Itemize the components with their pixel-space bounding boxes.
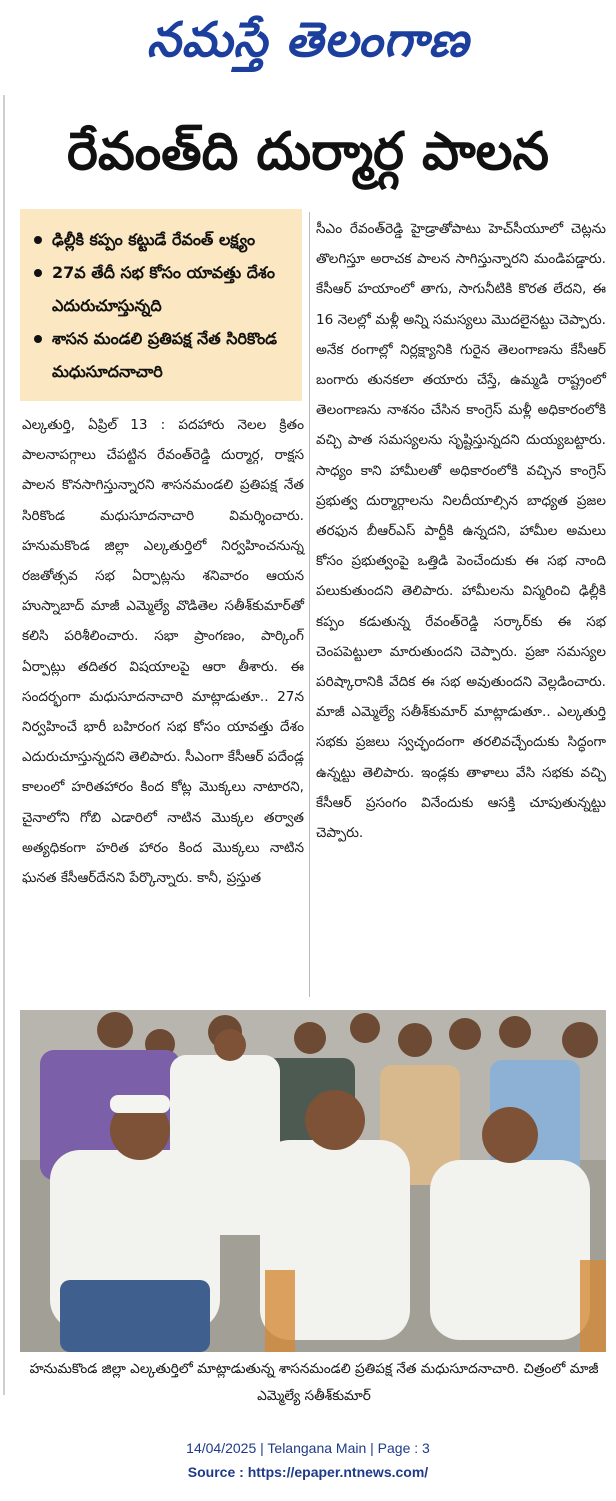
highlight-item [34, 322, 292, 388]
body-paragraph-left: ఎల్కతుర్తి, ఏప్రిల్ 13 : పదహారు నెలల క్రితం పాలనాపగ్గాలు చేపట్టిన రేవంత్‌రెడ్డి దుర్మార్గ, రాక్షస పాలన కొనసాగిస్తున్నారని శాసనమండలి ప్రతిపక్ష నేత సిరికొండ మధుసూదనాచారి విమర్శించారు. హనుమకొండ జిల్లా ఎల్కతుర్తిలో నిర్వహించనున్న రజతోత్సవ సభ ఏర్పాట్లను శనివారం ఆయన హుస్నాబాద్ మాజీ ఎమ్మెల్యే వొడితెల సతీశ్‌కుమార్‌తో కలిసి పరిశీలించారు. సభా ప్రాంగణం, పార్కింగ్ ఏర్పాట్లు తదితర విషయాలపై ఆరా తీశారు. ఈ సందర్భంగా మధుసూదనాచారి మాట్లాడుతూ.. 27న నిర్వహించే భారీ బహిరంగ సభ కోసం యావత్తు దేశం ఎదురుచూస్తున్నదని తెలిపారు. సీఎంగా కేసీఆర్ పదేండ్ల కాలంలో హరితహారం కింద కోట్ల మొక్కలు నాటారని, చైనాలోని గోబి ఎడారిలో నాటిన మొక్కల తర్వాత అత్యధికంగా హరిత హారం కింద మొక్కలు నాటిన ఘనత కేసీఆర్‌దేనని పేర్కొన్నారు. కానీ, ప్రస్తుత [22, 417, 304, 887]
highlight-text: ఢిల్లీకి కప్పం కట్టుడే రేవంత్ లక్ష్యం [52, 230, 256, 249]
article-body-right-column [316, 214, 606, 848]
page-edge-rule [3, 95, 5, 1395]
bullet-icon [34, 335, 42, 343]
column-divider [309, 212, 310, 997]
newspaper-logo: నమస్తే తెలంగాణ [146, 12, 470, 68]
article-headline: రేవంత్‌ది దుర్మార్గ పాలన [66, 122, 549, 182]
body-paragraph-right: సీఎం రేవంత్‌రెడ్డి హైడ్రాతోపాటు హెచ్‌సీయూలో చెట్లను తొలగిస్తూ అరాచక పాలన సాగిస్తున్నారని మండిపడ్డారు. కేసీఆర్ హయాంలో తాగు, సాగునీటికి కొరత లేదని, ఈ 16 నెలల్లో మళ్లీ అన్ని సమస్యలు మొదలైనట్టు చెప్పారు. అనేక రంగాల్లో నిర్లక్ష్యానికి గురైన తెలంగాణను కేసీఆర్ బంగారు తునకలా తయారు చేస్తే, ఉమ్మడి రాష్ట్రంలో తెలంగాణను నాశనం చేసిన కాంగ్రెస్ మళ్లీ అధికారంలోకి వచ్చి పాత సమస్యలను సృష్టిస్తున్నదని దుయ్యబట్టారు. సాధ్యం కాని హామీలతో అధికారంలోకి వచ్చిన కాంగ్రెస్ ప్రభుత్వ దుర్మార్గాలను నిలదీయాల్సిన బాధ్యత ప్రజల తరఫున బీఆర్‌ఎస్ పార్టీకి ఉన్నదని, హామీల అమలు కోసం ప్రభుత్వంపై ఒత్తిడి పెంచేందుకు ఈ సభ నాంది పలుకుతుందని తెలిపారు. హామీలను విస్మరించి ఢిల్లీకి కప్పం కడుతున్న రేవంత్‌రెడ్డి సర్కార్‌కు ఈ సభ చెంపపెట్టులా మారుతుందని చెప్పారు. ప్రజా సమస్యల పరిష్కారానికి వేదిక ఈ సభ అవుతుందని వెల్లడించారు. మాజీ ఎమ్మెల్యే సతీశ్‌కుమార్ మాట్లాడుతూ.. ఎల్కతుర్తి సభకు ప్రజలు స్వచ్ఛందంగా తరలివచ్చేందుకు సిద్ధంగా ఉన్నట్టు తెలిపారు. ఇండ్లకు తాళాలు వేసి సభకు వచ్చి కేసీఆర్ ప్రసంగం వినేందుకు ఆసక్తి చూపుతున్నట్టు చెప్పారు. [316, 221, 606, 842]
article-body-left-column [22, 410, 304, 893]
photo-people-illustration [20, 1010, 606, 1352]
photo-caption: హనుమకొండ జిల్లా ఎల్కతుర్తిలో మాట్లాడుతున్న శాసనమండలి ప్రతిపక్ష నేత మధుసూదనాచారి. చిత్రంలో మాజీ ఎమ్మెల్యే సతీశ్‌కుమార్ [29, 1361, 599, 1404]
highlight-item [34, 256, 292, 322]
highlight-item [34, 223, 292, 256]
masthead [0, 0, 616, 92]
highlight-text: 27వ తేదీ సభ కోసం యావత్తు దేశం ఎదురుచూస్తున్నది [52, 263, 275, 315]
bullet-icon [34, 269, 42, 277]
source-link[interactable]: Source : https://epaper.ntnews.com/ [187, 1464, 429, 1480]
highlights-box [20, 209, 302, 401]
article-photo [20, 1010, 606, 1352]
highlight-text: శాసన మండలి ప్రతిపక్ష నేత సిరికొండ మధుసూదనాచారి [52, 329, 278, 381]
edition-info: 14/04/2025 | Telangana Main | Page : 3 [186, 1440, 430, 1456]
bullet-icon [34, 236, 42, 244]
